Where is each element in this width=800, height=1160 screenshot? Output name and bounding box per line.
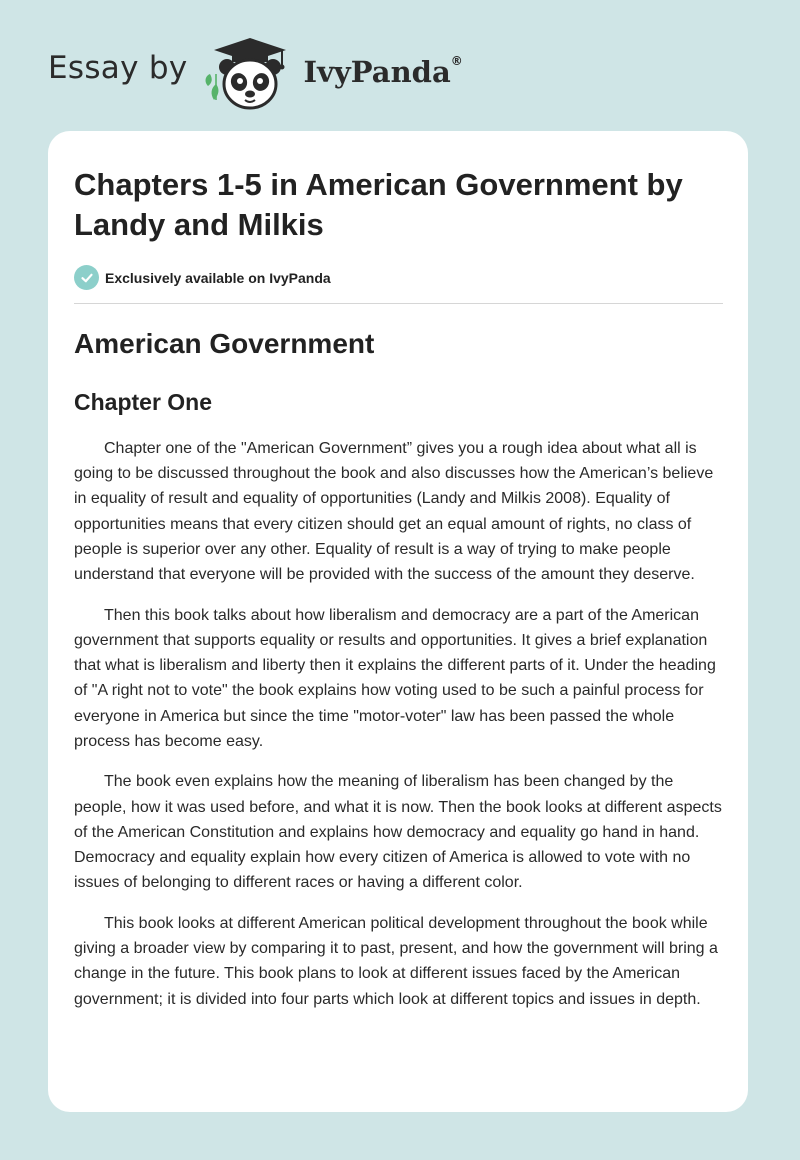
paragraph: Then this book talks about how liberalism and democracy are a part of the American government that supports equality or results and opportunities. It gives a brief explanation that what is liberalism and liberty then it explains the different parts of it. Under the heading of "A right not to vote" the book explains how voting used to be such a painful process for everyone in America but since the time "motor-voter" law has been passed the whole process has become easy.	[74, 606, 716, 750]
check-icon	[74, 265, 99, 290]
article-body	[74, 436, 724, 1027]
paragraph: Chapter one of the "American Government” gives you a rough idea about what all is going to be discussed throughout the book and also discusses how the American’s believe in equality of result and equality of opportunities (Landy and Milkis 2008). Equality of opportunities means that every citizen should get an equal amount of rights, no class of people is superior over any other. Equality of result is a way of trying to make people understand that everyone will be provided with the success of the amount they deserve.	[74, 440, 714, 584]
divider	[74, 303, 723, 304]
paragraph: The book even explains how the meaning of liberalism has been changed by the people, how it was used before, and what it is now. Then the book looks at different aspects of the American Constitution and explains how democracy and equality go hand in hand. Democracy and equality explain how every citizen of America is allowed to vote with no issues of belonging to different races or having a different color.	[74, 773, 722, 892]
paragraph: This book looks at different American political development throughout the book while giving a broader view by comparing it to past, present, and how the government will bring a change in the future. This book plans to look at different issues faced by the American government; it is divided into four parts which look at different topics and issues in depth.	[74, 914, 718, 1008]
site-header	[48, 34, 463, 114]
brand-name: IvyPanda®	[303, 54, 463, 89]
ivy-leaf-icon	[205, 74, 218, 100]
exclusive-label: Exclusively available on IvyPanda	[105, 269, 331, 286]
panda-graduate-icon	[202, 34, 298, 114]
ivypanda-logo[interactable]	[202, 34, 463, 114]
essay-by-label: Essay by	[48, 50, 188, 86]
chapter-heading: Chapter One	[74, 389, 213, 415]
section-heading: American Government	[74, 328, 375, 359]
essay-card	[48, 131, 748, 1112]
exclusive-badge	[74, 265, 331, 290]
page-title: Chapters 1-5 in American Government by Landy and Milkis	[74, 167, 683, 242]
